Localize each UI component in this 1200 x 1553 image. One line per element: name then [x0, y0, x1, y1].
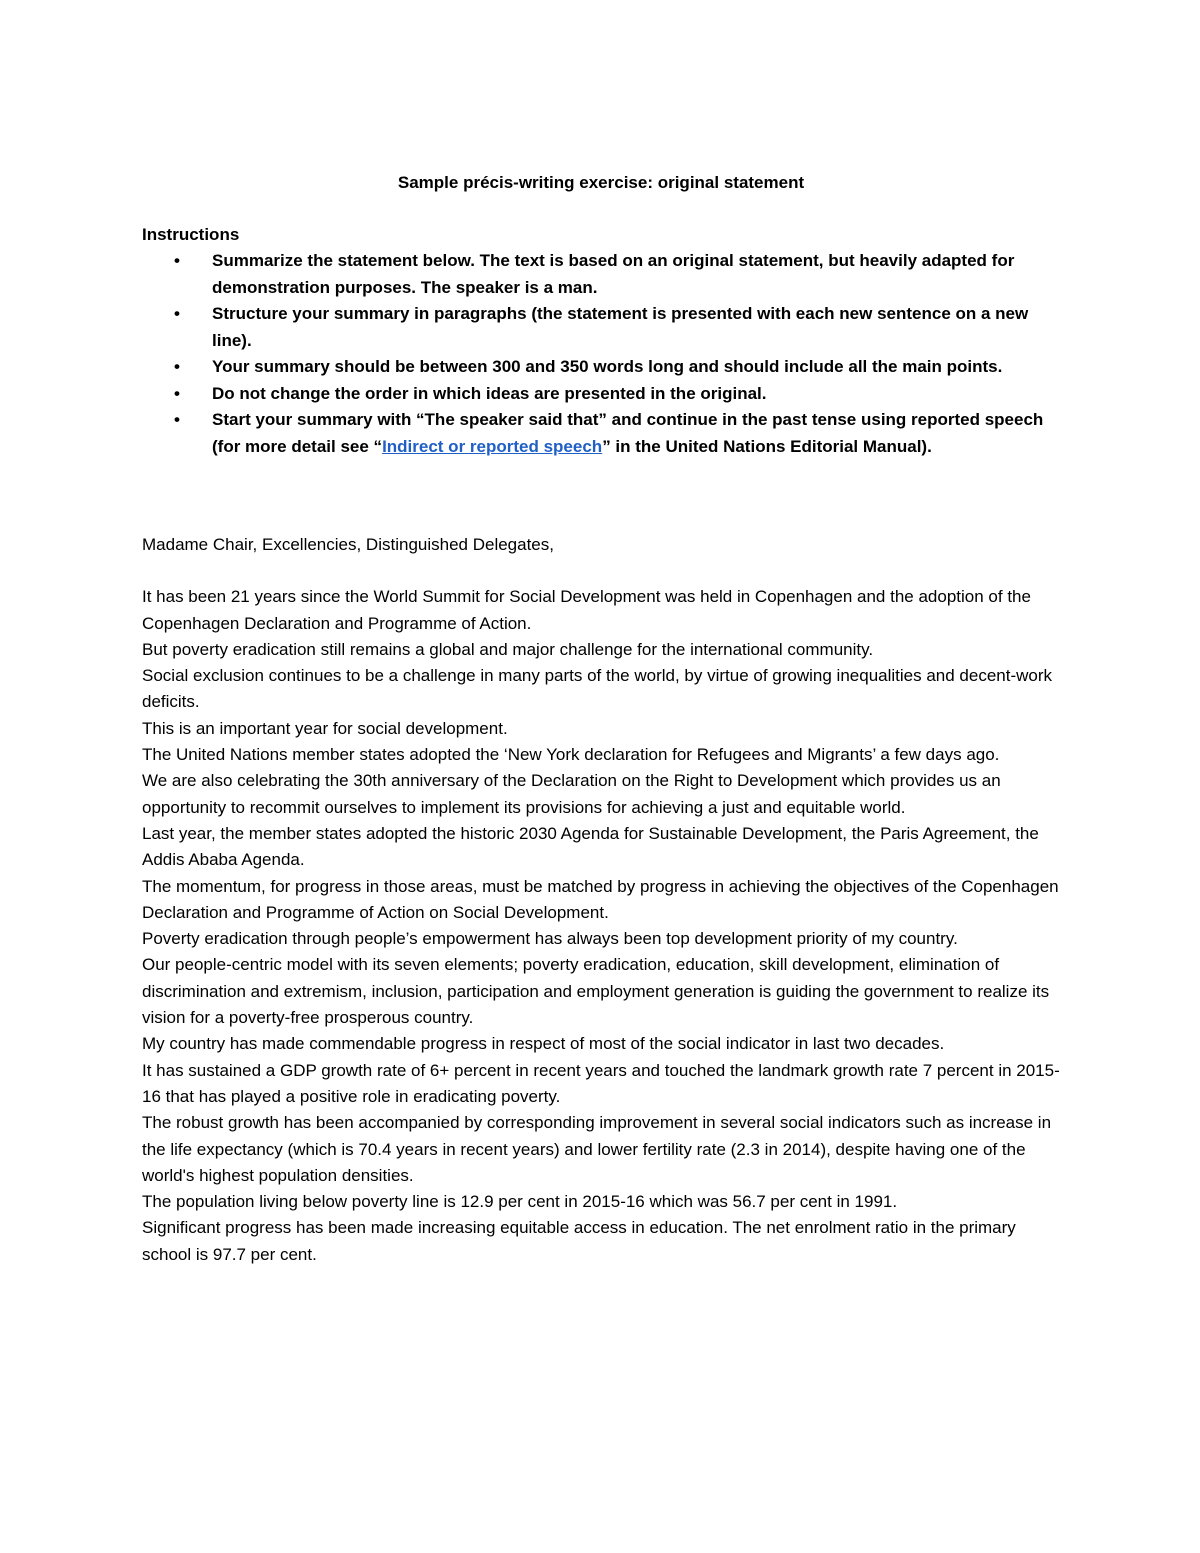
statement-sentence: We are also celebrating the 30th anniversary of the Declaration on the Right to Development which provides us an opportunity to recommit ourselves to implement its provisions for achieving a just and equitable world. [142, 771, 1001, 817]
statement-sentence: This is an important year for social development. [142, 718, 508, 738]
statement-sentence: The population living below poverty line is 12.9 per cent in 2015-16 which was 56.7 per cent in 1991. [142, 1192, 898, 1212]
bullet-icon: • [174, 383, 180, 403]
instruction-item [174, 301, 1060, 354]
bullet-icon: • [174, 251, 180, 270]
instruction-item [174, 381, 1060, 408]
statement-body [142, 532, 1060, 1268]
instructions-list [142, 248, 1060, 460]
statement-sentence: The United Nations member states adopted the ‘New York declaration for Refugees and Migrants’ a few days ago. [142, 745, 1000, 765]
instruction-text: Your summary should be between 300 and 350 words long and should include all the main points. [212, 357, 1003, 376]
instruction-item [174, 354, 1060, 381]
statement-sentence: My country has made commendable progress in respect of most of the social indicator in last two decades. [142, 1034, 945, 1054]
statement-sentence: The robust growth has been accompanied by corresponding improvement in several social indicators such as increase in the life expectancy (which is 70.4 years in recent years) and lower fertility rate (2.3 in 2014), despite having one of the world's highest population densities. [142, 1113, 1052, 1185]
instruction-item [174, 407, 1060, 460]
statement-sentence: It has sustained a GDP growth rate of 6+ percent in recent years and touched the landmark growth rate 7 percent in 2015-16 that has played a positive role in eradicating poverty. [142, 1060, 1060, 1106]
bullet-icon: • [174, 357, 180, 376]
instruction-text-before-link: Start your summary with “The speaker said that” and continue in the past tense using reported speech (for more detail see “ [212, 410, 1044, 456]
statement-sentence: Social exclusion continues to be a challenge in many parts of the world, by virtue of growing inequalities and decent-work deficits. [142, 666, 1053, 712]
instruction-text: Summarize the statement below. The text is based on an original statement, but heavily adapted for demonstration purposes. The speaker is a man. [212, 251, 1015, 297]
statement-sentence: But poverty eradication still remains a global and major challenge for the international community. [142, 639, 874, 659]
statement-sentence: It has been 21 years since the World Summit for Social Development was held in Copenhagen and the adoption of the Copenhagen Declaration and Programme of Action. [142, 587, 1031, 633]
statement-sentence: Significant progress has been made increasing equitable access in education. The net enrolment ratio in the primary school is 97.7 per cent. [142, 1218, 1016, 1264]
statement-sentence: Last year, the member states adopted the historic 2030 Agenda for Sustainable Development, the Paris Agreement, the Addis Ababa Agenda. [142, 823, 1039, 870]
salutation: Madame Chair, Excellencies, Distinguished Delegates, [142, 535, 554, 554]
statement-sentence: The momentum, for progress in those areas, must be matched by progress in achieving the objectives of the Copenhagen Declaration and Programme of Action on Social Development. [142, 876, 1059, 922]
statement-sentence: Our people-centric model with its seven elements; poverty eradication, education, skill development, elimination of discrimination and extremism, inclusion, participation and employment generation is guiding the government to realize its vision for a poverty-free prosperous country. [142, 955, 1050, 1028]
document-title: Sample précis-writing exercise: original statement [397, 173, 805, 192]
instruction-text: Do not change the order in which ideas are presented in the original. [212, 383, 767, 403]
bullet-icon: • [174, 410, 180, 429]
instruction-text-after-link: ” in the United Nations Editorial Manual). [602, 436, 932, 456]
instructions-heading: Instructions [142, 225, 240, 244]
statement-sentence: Poverty eradication through people’s empowerment has always been top development priority of my country. [142, 929, 958, 949]
instruction-text: Structure your summary in paragraphs (the statement is presented with each new sentence on a new line). [212, 304, 1029, 350]
reported-speech-link[interactable]: Indirect or reported speech [382, 436, 603, 456]
instruction-item [174, 248, 1060, 301]
bullet-icon: • [174, 304, 180, 323]
